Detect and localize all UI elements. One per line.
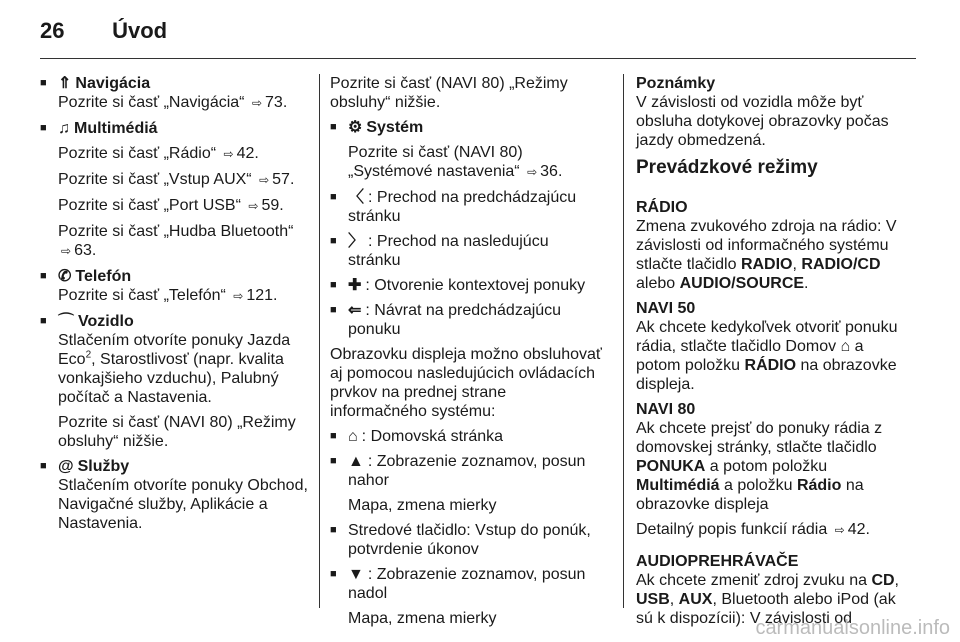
item-text: : Domovská stránka [361, 428, 504, 445]
paragraph [636, 318, 906, 394]
list-item-navigation [40, 74, 310, 113]
back-arrow-icon: ⇐ [348, 302, 362, 319]
item-title: Telefón [75, 268, 132, 285]
text-run: na obrazovke displeja. [636, 357, 897, 393]
sub-item [40, 144, 310, 164]
item-text: Pozrite si časť „Rádio“ [58, 145, 217, 162]
page-header [40, 18, 167, 44]
subheading-navi80: NAVI 80 [636, 401, 696, 418]
list-item-multimedia [40, 119, 310, 138]
page-ref: ⇨ 121. [230, 287, 277, 304]
column-3 [636, 74, 906, 634]
item-text: Pozrite si časť „Telefón“ [58, 287, 226, 304]
subheading-navi50: NAVI 50 [636, 300, 696, 317]
item-text: : Otvorenie kontextovej ponuky [365, 277, 586, 294]
list-item-next [330, 232, 605, 270]
text-run: PONUKA [636, 458, 706, 475]
item-text: Pozrite si časť „Navigácia“ [58, 94, 245, 111]
item-text: : Návrat na predchádzajúcu ponuku [348, 302, 562, 338]
text-run: RADIO [740, 256, 793, 273]
page-ref: ⇨ 63. [58, 242, 96, 259]
home-icon: ⌂ [840, 338, 851, 355]
text-run: a potom položku [705, 458, 828, 475]
sub-item [40, 222, 310, 261]
text-run: , [669, 591, 679, 608]
list-item-center: ■ Stredové tlačidlo: Vstup do ponúk, potvrdenie úkonov [330, 521, 605, 559]
text-run: RADIO/CD [801, 256, 881, 273]
text-run: Zmena zvukového zdroja na rádio: V závislosti od informačného systému stlačte tlačidlo [636, 218, 897, 273]
item-title: Multimédiá [74, 120, 158, 137]
text-run: , Bluetooth alebo iPod (ak sú k dispozícii): V závislosti od [636, 591, 896, 627]
list-item-vehicle [40, 312, 310, 407]
item-text: Pozrite si časť „Port USB“ [58, 197, 241, 214]
text-run: alebo [636, 275, 680, 292]
list-item-prev [330, 188, 605, 226]
item-title: Služby [77, 458, 130, 475]
text-run: USB [636, 591, 670, 608]
settings-icon: ⚙ [348, 119, 363, 136]
subheading-radio: RÁDIO [636, 199, 688, 216]
text-run: Ak chcete prejsť do ponuky rádia z domovskej stránky, stlačte tlačidlo [636, 420, 883, 456]
item-text: Pozrite si časť „Hudba Bluetooth“ [58, 223, 294, 240]
paragraph: Pozrite si časť (NAVI 80) „Režimy obsluhy“ nižšie. [330, 75, 568, 111]
list-item-back [330, 301, 605, 339]
text-run: Rádio [796, 477, 842, 494]
page-ref: ⇨ 57. [256, 171, 294, 188]
item-text: Pozrite si časť (NAVI 80) „Systémové nastavenia“ [348, 144, 523, 180]
plus-icon: ✚ [348, 277, 362, 294]
text-run: Detailný popis funkcií rádia [636, 521, 828, 538]
text-run: AUX [678, 591, 713, 608]
header-rule [40, 58, 916, 59]
watermark: carmanualsonline.info [755, 617, 950, 639]
paragraph [636, 520, 906, 540]
text-run: Ak chcete zmeniť zdroj zvuku na [636, 572, 872, 589]
text-run: Multimédiá [636, 477, 720, 494]
sub-item [40, 170, 310, 190]
item-text: : Prechod na predchádzajúcu stránku [348, 189, 577, 225]
list-item-up [330, 452, 605, 490]
column-1 [40, 74, 310, 539]
navigation-icon: ⇑ [58, 75, 72, 92]
item-text: Stlačením otvoríte ponuky Obchod, Navigačné služby, Aplikácie a Nastavenia. [58, 477, 308, 532]
text-run: RÁDIO [744, 357, 797, 374]
chevron-left-icon: 〈 [348, 189, 365, 206]
list-item-services [40, 457, 310, 533]
sub-item: Mapa, zmena mierky [348, 497, 497, 514]
item-text: , Starostlivosť (napr. kvalita vonkajšieho vzduchu), Palubný počítač a Nastavenia. [58, 351, 284, 406]
sub-item: Pozrite si časť (NAVI 80) „Režimy obsluhy“ nižšie. [58, 414, 296, 450]
list-item-home [330, 427, 605, 446]
arrow-down-icon: ▼ [348, 566, 364, 583]
paragraph [636, 217, 906, 293]
note-title: Poznámky [636, 75, 716, 92]
chevron-right-icon: 〉 [348, 233, 365, 250]
car-icon: ⌒ [58, 313, 75, 330]
item-text: Pozrite si časť „Vstup AUX“ [58, 171, 252, 188]
column-divider [319, 74, 320, 608]
text-run: na obrazovke displeja [636, 477, 864, 513]
footnote-mark: 2 [85, 349, 92, 361]
sub-item [40, 196, 310, 216]
list-item-phone [40, 267, 310, 306]
note-text: V závislosti od vozidla môže byť obsluha dotykovej obrazovky počas jazdy obmedzená. [636, 94, 889, 149]
text-run: a potom položku [636, 338, 864, 374]
home-icon: ⌂ [348, 428, 358, 445]
paragraph [636, 419, 906, 514]
page-ref: ⇨ 42. [221, 145, 259, 162]
services-icon: @ [58, 458, 74, 475]
item-title: Vozidlo [78, 313, 134, 330]
arrow-up-icon: ▲ [348, 453, 364, 470]
page-title: Úvod [112, 18, 168, 43]
item-text: Stlačením otvoríte ponuky Jazda Eco [58, 332, 291, 368]
page-ref: ⇨ 42. [832, 521, 870, 538]
item-title: Navigácia [75, 75, 151, 92]
subheading-audio: AUDIOPREHRÁVAČE [636, 553, 799, 570]
item-text: : Prechod na nasledujúcu stránku [348, 233, 549, 269]
item-text: : Zobrazenie zoznamov, posun nahor [348, 453, 586, 489]
sub-item [330, 143, 605, 182]
page-ref: ⇨ 36. [524, 163, 562, 180]
text-run: . [804, 275, 809, 292]
list-item-context [330, 276, 605, 295]
list-item-system [330, 118, 605, 137]
text-run: a položku [719, 477, 797, 494]
list-item-down [330, 565, 605, 603]
text-run: , [894, 572, 899, 589]
column-divider [623, 74, 624, 608]
section-heading: Prevádzkové režimy [636, 157, 818, 178]
music-icon: ♫ [58, 120, 70, 137]
page-ref: ⇨ 59. [245, 197, 283, 214]
text-run: Ak chcete kedykoľvek otvoriť ponuku rádia, stlačte tlačidlo Domov [636, 319, 898, 355]
item-text: : Zobrazenie zoznamov, posun nadol [348, 566, 586, 602]
item-title: Systém [366, 119, 424, 136]
text-run: AUDIO/SOURCE [679, 275, 805, 292]
sub-item: Mapa, zmena mierky [348, 610, 497, 627]
phone-icon: ✆ [58, 268, 72, 285]
page-number: 26 [40, 18, 65, 43]
text-run: , [792, 256, 802, 273]
text-run: CD [871, 572, 895, 589]
page-ref: ⇨ 73. [249, 94, 287, 111]
column-2 [330, 74, 605, 634]
paragraph: Obrazovku displeja možno obsluhovať aj pomocou nasledujúcich ovládacích prvkov na prednej strane informačného systému: [330, 346, 602, 420]
